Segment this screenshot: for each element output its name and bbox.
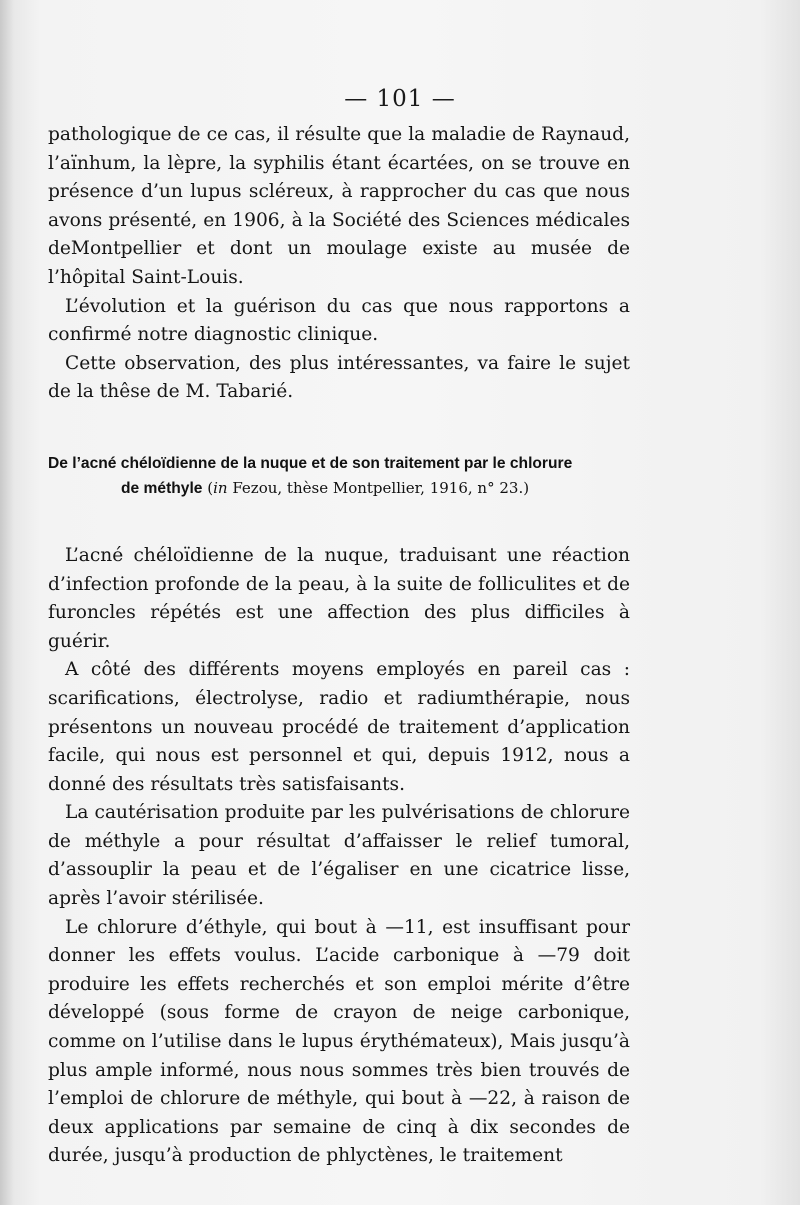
paragraph-chlorides: Le chlorure d’éthyle, qui bout à —11, est insuffisant pour donner les effets voulus. L’acide carbonique à —79 doit produire les effets recherchés et son emploi mérite d’être développé (sous forme de crayon de neige carbonique, comme on l’utilise dans le lupus érythémateux), Mais jusqu’à plus ample informé, nous nous sommes très bien trouvés de l’emploi de chlorure de méthyle, qui bout à —22, à raison de deux applications par semaine de cinq à dix secondes de durée, jusqu’à production de phlyctènes, le traitement: [48, 916, 630, 1167]
section-reference-open: (: [202, 478, 214, 497]
paragraph-cauterisation: La cautérisation produite par les pulvérisations de chlorure de méthyle a pour résultat d’affaisser le relief tumoral, d’assouplir la peau et de l’égaliser en une cicatrice lisse, après l’avoir stérilisée.: [48, 802, 630, 910]
page-body: [48, 121, 630, 1171]
paragraph-evolution: L’évolution et la guérison du cas que nous rapportons a confirmé notre diagnostic clinique.: [48, 295, 630, 346]
section-reference-italic: in: [213, 478, 228, 497]
section-reference: Fezou, thèse Montpellier, 1916, n° 23.): [227, 478, 530, 497]
paragraph-methods: A côté des différents moyens employés en pareil cas : scarifications, électrolyse, radio et radiumthérapie, nous présentons un nouveau procédé de traitement d’application facile, qui nous est personnel et qui, depuis 1912, nous a donné des résultats très satisfaisants.: [48, 659, 630, 795]
section-heading-line1: De l’acné chéloïdienne de la nuque et de son traitement par le chlorure: [48, 454, 573, 472]
section-spacer: [48, 501, 630, 542]
paragraph-acne-description: L’acné chéloïdienne de la nuque, traduisant une réaction d’infection profonde de la peau, à la suite de folliculites et de furoncles répétés est une affection des plus difficiles à guérir.: [48, 544, 630, 652]
page-number: — 101 —: [344, 86, 456, 112]
paragraph-intro: pathologique de ce cas, il résulte que la maladie de Raynaud, l’aïnhum, la lèpre, la syphilis étant écartées, on se trouve en présence d’un lupus scléreux, à rapprocher du cas que nous avons présenté, en 1906, à la Société des Sciences médicales deMontpellier et dont un moulage existe au musée de l’hôpital Saint-Louis.: [48, 124, 630, 288]
section-heading-line2: [48, 476, 630, 501]
paragraph-observation: Cette observation, des plus intéressantes, va faire le sujet de la thêse de M. Tabarié.: [48, 352, 630, 403]
section-heading-line2-bold: de méthyle: [121, 479, 203, 497]
section-heading: [48, 452, 630, 501]
